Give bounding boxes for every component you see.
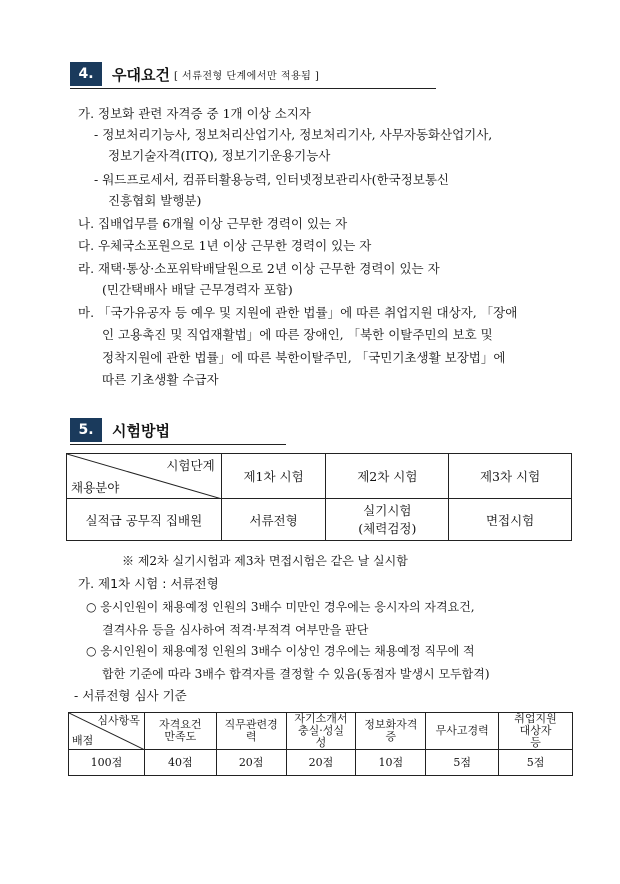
s4-line: 인 고용촉진 및 직업재활법」에 따른 장애인, 「북한 이탈주민의 보호 및 xyxy=(102,327,493,342)
criteria-header-line: 무사고경력 xyxy=(435,724,489,737)
criteria-header-line: 등 xyxy=(530,736,541,749)
s4-line: 마. 「국가유공자 등 예우 및 지원에 관한 법률」에 따른 취업지원 대상자, 「장애 xyxy=(78,305,518,320)
s4-line: - 워드프로세서, 컴퓨터활용능력, 인터넷정보관리사(한국정보통신 xyxy=(94,172,449,187)
section-4-number: 4. xyxy=(70,62,102,86)
criteria-title: - 서류전형 심사 기준 xyxy=(74,688,187,703)
criteria-header-line: 만족도 xyxy=(164,730,197,743)
criteria-value: 10점 xyxy=(356,750,426,776)
criteria-value: 5점 xyxy=(426,750,499,776)
section-4-subtitle: [ 서류전형 단계에서만 적용됨 ] xyxy=(173,70,320,82)
section-4-underline xyxy=(70,88,436,89)
section-4-header xyxy=(70,60,319,88)
criteria-table xyxy=(68,712,573,776)
criteria-header-line: 정보화자격 xyxy=(364,718,418,731)
criteria-corner-bottom: 배점 xyxy=(72,734,94,747)
corner-top-label: 시험단계 xyxy=(166,458,215,473)
corner-bottom-label: 채용분야 xyxy=(71,480,120,495)
criteria-header-line: 자기소개서 xyxy=(294,712,348,725)
stage1-title: 가. 제1차 시험 : 서류전형 xyxy=(78,576,219,591)
exam-cell-line: 실기시험 xyxy=(363,502,412,518)
criteria-header-line: 력 xyxy=(245,730,257,743)
criteria-header-line: 증 xyxy=(385,730,397,743)
criteria-corner-top: 심사항목 xyxy=(97,714,140,727)
s4-line: 다. 우체국소포원으로 1년 이상 근무한 경력이 있는 자 xyxy=(78,238,372,253)
s4-line: 정착지원에 관한 법률」에 따른 북한이탈주민, 「국민기초생활 보장법」에 xyxy=(102,350,506,365)
s4-line: 진흥협회 발행분) xyxy=(108,193,202,208)
criteria-header-line: 직무관련경 xyxy=(224,718,278,731)
section-5-underline xyxy=(70,444,286,445)
section-4-title: 우대요건 xyxy=(112,65,170,84)
criteria-header xyxy=(426,713,499,750)
stage1-bullet: 결격사유 등을 심사하여 적격·부적격 여부만을 판단 xyxy=(102,623,369,637)
s4-line: 따른 기초생활 수급자 xyxy=(102,372,219,387)
exam-cell: 서류전형 xyxy=(221,499,326,541)
exam-cell: 면접시험 xyxy=(449,499,572,541)
stage1-bullet: ○ 응시인원이 채용예정 인원의 3배수 미만인 경우에는 응시자의 자격요건, xyxy=(86,600,475,614)
exam-note: ※ 제2차 실기시험과 제3차 면접시험은 같은 날 실시함 xyxy=(122,554,408,568)
stage1-bullet: 합한 기준에 따라 3배수 합격자를 결정할 수 있음(동점자 발생시 모두합격) xyxy=(102,667,490,681)
criteria-header xyxy=(356,713,426,750)
criteria-header xyxy=(144,713,216,750)
exam-header: 제3차 시험 xyxy=(449,454,572,499)
s4-line: (민간택배사 배달 근무경력자 포함) xyxy=(102,282,293,297)
s4-line: - 정보처리기능사, 정보처리산업기사, 정보처리기사, 사무자동화산업기사, xyxy=(94,127,493,142)
exam-cell-practical xyxy=(326,499,449,541)
exam-table-corner xyxy=(67,454,222,499)
s4-line: 라. 재택·통상·소포위탁배달원으로 2년 이상 근무한 경력이 있는 자 xyxy=(78,261,440,276)
exam-header: 제1차 시험 xyxy=(221,454,326,499)
stage1-bullet: ○ 응시인원이 채용예정 인원의 3배수 이상인 경우에는 채용예정 직무에 적 xyxy=(86,644,475,658)
exam-method-table xyxy=(66,453,572,541)
criteria-value: 40점 xyxy=(144,750,216,776)
criteria-header xyxy=(216,713,286,750)
criteria-header xyxy=(499,713,573,750)
s4-line: 정보기술자격(ITQ), 정보기기운용기능사 xyxy=(108,148,331,163)
exam-row-label: 실적급 공무직 집배원 xyxy=(67,499,222,541)
criteria-header-line: 대상자 xyxy=(519,724,552,737)
section-5-number: 5. xyxy=(70,418,102,442)
criteria-header-line: 취업지원 xyxy=(514,712,557,725)
criteria-value: 20점 xyxy=(216,750,286,776)
exam-cell-line: (체력검정) xyxy=(358,520,417,536)
section-5-header xyxy=(70,416,170,444)
criteria-header-line: 자격요건 xyxy=(159,718,202,731)
criteria-value: 20점 xyxy=(286,750,356,776)
criteria-value: 100점 xyxy=(69,750,145,776)
criteria-header xyxy=(286,713,356,750)
exam-header: 제2차 시험 xyxy=(326,454,449,499)
criteria-value: 5점 xyxy=(499,750,573,776)
criteria-header-line: 충실·성실 xyxy=(297,724,344,737)
criteria-header-line: 성 xyxy=(315,736,327,749)
s4-line: 가. 정보화 관련 자격증 중 1개 이상 소지자 xyxy=(78,106,311,121)
s4-line: 나. 집배업무를 6개월 이상 근무한 경력이 있는 자 xyxy=(78,216,348,231)
section-5-title: 시험방법 xyxy=(112,421,170,440)
criteria-table-corner xyxy=(69,713,145,750)
